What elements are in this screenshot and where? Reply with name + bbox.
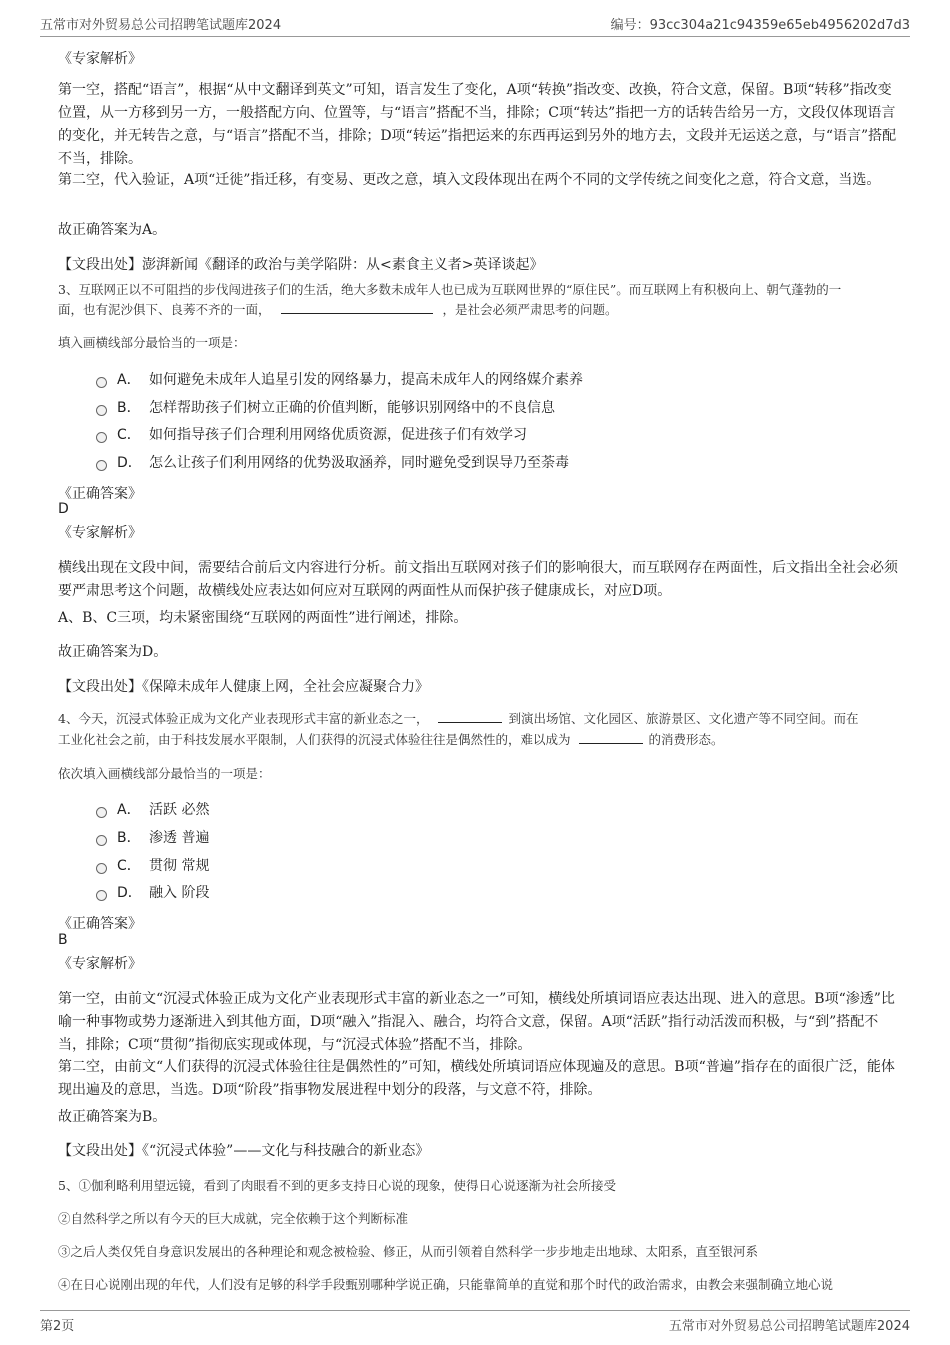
q4-stem-part4: 的消费形态。 — [648, 732, 724, 747]
q3-answer-tag: 《正确答案》 — [58, 486, 142, 502]
q4-option-b[interactable] — [96, 826, 209, 848]
header-doc-id: 编号：93cc304a21c94359e65eb4956202d7d3 — [610, 18, 910, 33]
q3-radio-c[interactable] — [96, 432, 107, 443]
q3-radio-b[interactable] — [96, 405, 107, 416]
q4-option-d[interactable] — [96, 881, 209, 903]
q3-answer: D — [58, 501, 69, 517]
option-letter: B． — [117, 400, 141, 416]
q3-option-a[interactable] — [96, 368, 583, 390]
q2-expert-tag: 《专家解析》 — [58, 51, 142, 67]
option-text: 渗透 普遍 — [149, 830, 210, 846]
q4-stem-part3: 工业化社会之前，由于科技发展水平限制，人们获得的沉浸式体验往往是偶然性的，难以成为 — [58, 732, 571, 747]
q5-sentence-1: 5、①伽利略利用望远镜，看到了肉眼看不到的更多支持日心说的现象，使得日心说逐渐为社会所接受 — [58, 1178, 616, 1193]
q4-radio-b[interactable] — [96, 835, 107, 846]
option-text: 如何避免未成年人追星引发的网络暴力，提高未成年人的网络媒介素养 — [149, 372, 583, 388]
option-text: 活跃 必然 — [149, 802, 210, 818]
q4-stem-line1 — [58, 708, 903, 730]
q3-option-d[interactable] — [96, 451, 569, 473]
q4-analysis-conclusion: 故正确答案为B。 — [58, 1109, 167, 1125]
q3-stem-line2 — [58, 299, 903, 321]
q2-analysis-p2: 第二空，代入验证，A项“迁徙”指迁移，有变易、更改之意，填入文段体现出在两个不同的文学传统之间变化之意，符合文意，当选。 — [58, 172, 881, 188]
q4-radio-a[interactable] — [96, 807, 107, 818]
q3-radio-a[interactable] — [96, 377, 107, 388]
q3-prompt: 填入画横线部分最恰当的一项是： — [58, 335, 246, 350]
q3-stem-part2: ，是社会必须严肃思考的问题。 — [442, 302, 618, 317]
q5-sentence-2: ②自然科学之所以有今天的巨大成就，完全依赖于这个判断标准 — [58, 1211, 409, 1226]
q2-source: 【文段出处】澎湃新闻《翻译的政治与美学陷阱：从<素食主义者>英译谈起》 — [58, 257, 544, 273]
q2-analysis-conclusion: 故正确答案为A。 — [58, 222, 167, 238]
q3-radio-d[interactable] — [96, 460, 107, 471]
page-number: 第2页 — [40, 1319, 75, 1334]
page-header — [40, 12, 910, 37]
option-letter: C． — [117, 858, 141, 874]
q5-sentence-4: ④在日心说刚出现的年代，人们没有足够的科学手段甄别哪种学说正确，只能靠简单的直觉和那个时代的政治需求，由教会来强制确立地心说 — [58, 1277, 834, 1292]
q3-stem-line1: 3、互联网正以不可阻挡的步伐闯进孩子们的生活，绝大多数未成年人也已成为互联网世界的“原住民”。而互联网上有积极向上、朝气蓬勃的一 — [58, 282, 842, 297]
option-text: 融入 阶段 — [149, 885, 210, 901]
q4-stem-line2 — [58, 729, 903, 751]
option-letter: B． — [117, 830, 141, 846]
q4-radio-d[interactable] — [96, 890, 107, 901]
option-text: 怎样帮助孩子们树立正确的价值判断，能够识别网络中的不良信息 — [149, 400, 555, 416]
q4-option-c[interactable] — [96, 854, 209, 876]
option-text: 贯彻 常规 — [149, 858, 210, 874]
q3-stem-part1: 面，也有泥沙俱下、良莠不齐的一面， — [58, 302, 271, 317]
option-letter: C． — [117, 427, 141, 443]
header-title: 五常市对外贸易总公司招聘笔试题库2024 — [40, 18, 282, 33]
q4-stem-part1: 4、今天，沉浸式体验正成为文化产业表现形式丰富的新业态之一， — [58, 711, 429, 726]
q4-radio-c[interactable] — [96, 863, 107, 874]
q5-sentence-3: ③之后人类仅凭自身意识发展出的各种理论和观念被检验、修正，从而引领着自然科学一步步地走出地球、太阳系，直至银河系 — [58, 1244, 759, 1259]
q4-blank-2 — [579, 730, 643, 744]
option-text: 如何指导孩子们合理利用网络优质资源，促进孩子们有效学习 — [149, 427, 527, 443]
q4-answer-tag: 《正确答案》 — [58, 916, 142, 932]
q3-option-c[interactable] — [96, 423, 527, 445]
q4-analysis-p2: 第二空，由前文“人们获得的沉浸式体验往往是偶然性的”可知，横线处所填词语应体现遍及的意思。B项“普遍”指存在的面很广泛，能体现出遍及的意思，当选。D项“阶段”指事物发展进程中划分的段落，与文意不符，排除。 — [58, 1059, 895, 1098]
option-letter: A． — [117, 802, 141, 818]
footer-title: 五常市对外贸易总公司招聘笔试题库2024 — [668, 1319, 910, 1334]
q3-analysis-p1: 横线出现在文段中间，需要结合前后文内容进行分析。前文指出互联网对孩子们的影响很大，而互联网存在两面性，后文指出全社会必须要严肃思考这个问题，故横线处应表达如何应对互联网的两面性从而保护孩子健康成长，对应D项。 — [58, 560, 898, 599]
option-letter: D． — [117, 885, 142, 901]
q4-source: 【文段出处】《“沉浸式体验”——文化与科技融合的新业态》 — [58, 1143, 430, 1159]
q4-expert-tag: 《专家解析》 — [58, 956, 142, 972]
q4-prompt: 依次填入画横线部分最恰当的一项是： — [58, 766, 271, 781]
q3-option-b[interactable] — [96, 396, 555, 418]
q3-expert-tag: 《专家解析》 — [58, 525, 142, 541]
q3-analysis-p2: A、B、C三项，均未紧密围绕“互联网的两面性”进行阐述，排除。 — [58, 610, 468, 626]
q4-analysis-p1: 第一空，由前文“沉浸式体验正成为文化产业表现形式丰富的新业态之一”可知，横线处所填词语应表达出现、进入的意思。B项“渗透”比喻一种事物或势力逐渐进入到其他方面，D项“融入”指混入、融合，均符合文意，保留。A项“活跃”指行动活泼而积极，与“到”搭配不当，排除；C项“贯彻”指彻底实现或体现，与“沉浸式体验”搭配不当，排除。 — [58, 991, 895, 1053]
q4-option-a[interactable] — [96, 798, 209, 820]
option-letter: D． — [117, 455, 142, 471]
option-text: 怎么让孩子们利用网络的优势汲取涵养，同时避免受到误导乃至荼毒 — [149, 455, 569, 471]
q2-analysis-p1: 第一空，搭配“语言”，根据“从中文翻译到英文”可知，语言发生了变化，A项“转换”指改变、改换，符合文意，保留。B项“转移”指改变位置，从一方移到另一方，一般搭配方向、位置等，与“语言”搭配不当，排除；C项“转达”指把一方的话转告给另一方，文段仅体现语言的变化，并无转告之意，与“语言”搭配不当，排除；D项“转运”指把运来的东西再运到另外的地方去，文段并无运送之意，与“语言”搭配不当，排除。 — [58, 82, 897, 167]
q4-answer: B — [58, 932, 68, 948]
q3-source: 【文段出处】《保障未成年人健康上网，全社会应凝聚合力》 — [58, 679, 429, 695]
q3-blank — [281, 300, 433, 314]
page-footer — [40, 1310, 910, 1335]
q3-analysis-conclusion: 故正确答案为D。 — [58, 644, 168, 660]
option-letter: A． — [117, 372, 141, 388]
q4-blank-1 — [438, 709, 502, 723]
q4-stem-part2: 到演出场馆、文化园区、旅游景区、文化遗产等不同空间。而在 — [508, 711, 859, 726]
